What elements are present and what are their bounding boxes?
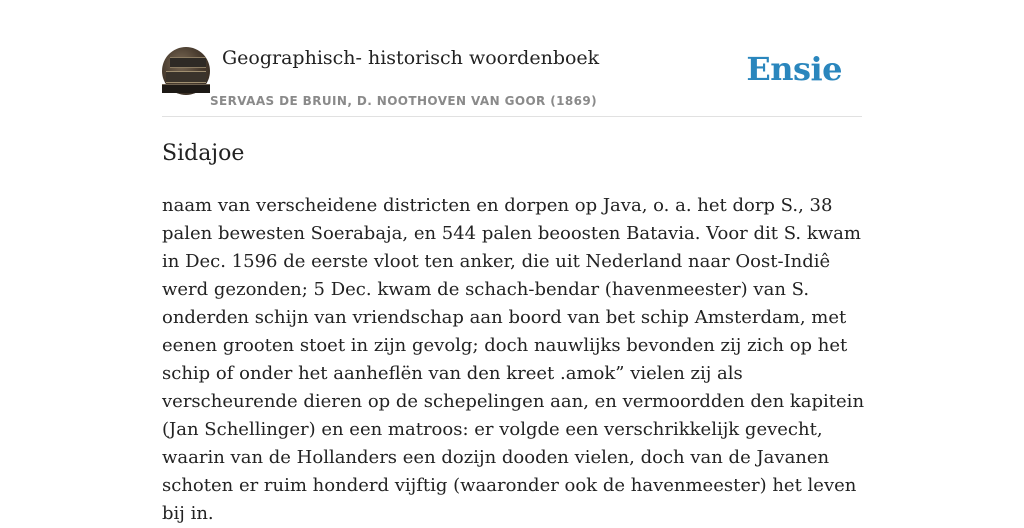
book-title-link[interactable]: Geographisch- historisch woordenboek bbox=[222, 47, 600, 69]
entry-title: Sidajoe bbox=[162, 141, 245, 166]
ensie-logo[interactable]: Ensie bbox=[746, 50, 842, 88]
book-authors: SERVAAS DE BRUIN, D. NOOTHOVEN VAN GOOR (1869) bbox=[210, 94, 598, 108]
entry-body: naam van verscheidene districten en dorpen op Java, o. a. het dorp S., 38 palen bewesten Soerabaja, en 544 palen beoosten Batavia. Voor dit S. kwam in Dec. 1596 de eerste vloot ten anker, die uit Nederland naar Oost-Indiê werd gezonden; 5 Dec. kwam de schach-bendar (havenmeester) van S. onderden schijn van vriendschap aan boord van bet schip Amsterdam, met eenen grooten stoet in zijn gevolg; doch nauwlijks bevonden zij zich op het schip of onder het aanheflën van den kreet .amok” vielen zij als verscheurende dieren op de schepelingen aan, en vermoordden den kapitein (Jan Schellinger) en een matroos: er volgde een verschrikkelijk gevecht, waarin van de Hollanders een dozijn dooden vielen, doch van de Javanen schoten er ruim honderd vijftig (waaronder ook de havenmeester) het leven bij in. bbox=[162, 195, 865, 524]
source-header bbox=[162, 46, 862, 117]
book-stack-icon[interactable] bbox=[162, 47, 210, 95]
